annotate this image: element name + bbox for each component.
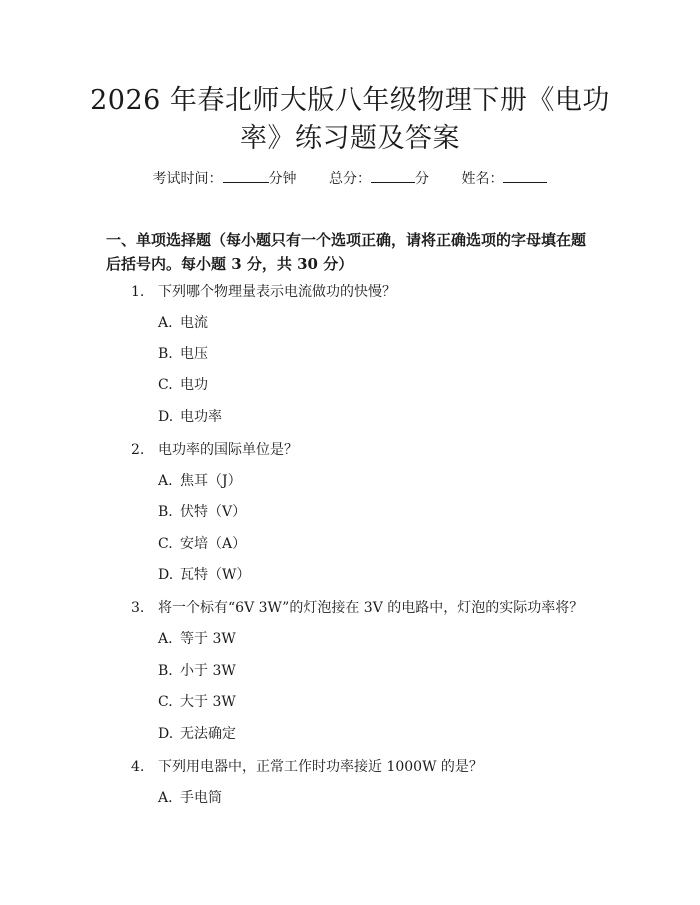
question-2 xyxy=(131,440,298,460)
total-score-field xyxy=(329,168,429,189)
option-letter: B. xyxy=(158,663,173,679)
question-3-option-c xyxy=(158,692,236,712)
option-text: 电压 xyxy=(180,346,208,362)
option-text: 电流 xyxy=(180,315,208,331)
option-text: 等于 3W xyxy=(180,631,236,647)
question-number: 2. xyxy=(131,442,145,458)
option-letter: A. xyxy=(158,631,173,647)
exam-info-line xyxy=(0,168,700,189)
question-text: 电功率的国际单位是？ xyxy=(158,442,298,458)
question-4 xyxy=(131,757,483,777)
question-text: 下列用电器中，正常工作时功率接近 1000W 的是？ xyxy=(158,759,483,775)
question-1-option-a xyxy=(158,313,208,333)
option-text: 安培（A） xyxy=(180,536,247,552)
option-text: 无法确定 xyxy=(180,726,236,742)
option-letter: C. xyxy=(158,377,173,393)
question-1-option-c xyxy=(158,375,208,395)
option-letter: D. xyxy=(158,726,174,742)
document-title-line-1: 2026 年春北师大版八年级物理下册《电功 xyxy=(90,85,610,116)
option-text: 瓦特（W） xyxy=(180,567,251,583)
option-text: 伏特（V） xyxy=(180,504,247,520)
option-letter: D. xyxy=(158,567,174,583)
name-label: 姓名： xyxy=(461,171,504,187)
question-text: 将一个标有“6V 3W”的灯泡接在 3V 的电路中，灯泡的实际功率将？ xyxy=(158,600,584,616)
name-blank xyxy=(503,168,547,183)
question-1-option-b xyxy=(158,344,208,364)
option-letter: C. xyxy=(158,694,173,710)
question-number: 1. xyxy=(131,284,145,300)
option-text: 手电筒 xyxy=(180,790,222,806)
question-number: 3. xyxy=(131,600,145,616)
total-score-label: 总分： xyxy=(329,171,371,187)
question-3-option-d xyxy=(158,724,236,744)
total-score-blank xyxy=(371,168,415,183)
option-letter: B. xyxy=(158,346,173,362)
total-score-unit: 分 xyxy=(415,171,429,187)
question-3 xyxy=(131,598,583,618)
exam-time-label: 考试时间： xyxy=(152,171,223,187)
option-letter: D. xyxy=(158,409,174,425)
question-number: 4. xyxy=(131,759,145,775)
option-letter: A. xyxy=(158,315,173,331)
option-text: 大于 3W xyxy=(180,694,236,710)
exam-time-field xyxy=(153,168,297,189)
option-text: 电功率 xyxy=(180,409,222,425)
name-field xyxy=(461,168,547,189)
question-2-option-a xyxy=(158,471,242,491)
exam-time-unit: 分钟 xyxy=(268,171,297,187)
document-title-line-2: 率》练习题及答案 xyxy=(240,123,460,154)
question-text: 下列哪个物理量表示电流做功的快慢？ xyxy=(158,284,396,300)
option-letter: A. xyxy=(158,790,173,806)
option-letter: B. xyxy=(158,504,173,520)
question-2-option-c xyxy=(158,534,246,554)
section-heading: 一、单项选择题（每小题只有一个选项正确，请将正确选项的字母填在题后括号内。每小题 3 分，共 30 分） xyxy=(106,231,587,273)
question-3-option-a xyxy=(158,629,236,649)
question-4-option-a xyxy=(158,788,222,808)
option-letter: A. xyxy=(158,473,173,489)
question-2-option-d xyxy=(158,565,250,585)
option-text: 电功 xyxy=(180,377,208,393)
question-3-option-b xyxy=(158,661,236,681)
question-2-option-b xyxy=(158,502,246,522)
option-text: 小于 3W xyxy=(180,663,236,679)
question-1 xyxy=(131,282,396,302)
exam-time-blank xyxy=(223,168,269,183)
question-1-option-d xyxy=(158,407,222,427)
option-text: 焦耳（J） xyxy=(180,473,242,489)
option-letter: C. xyxy=(158,536,173,552)
